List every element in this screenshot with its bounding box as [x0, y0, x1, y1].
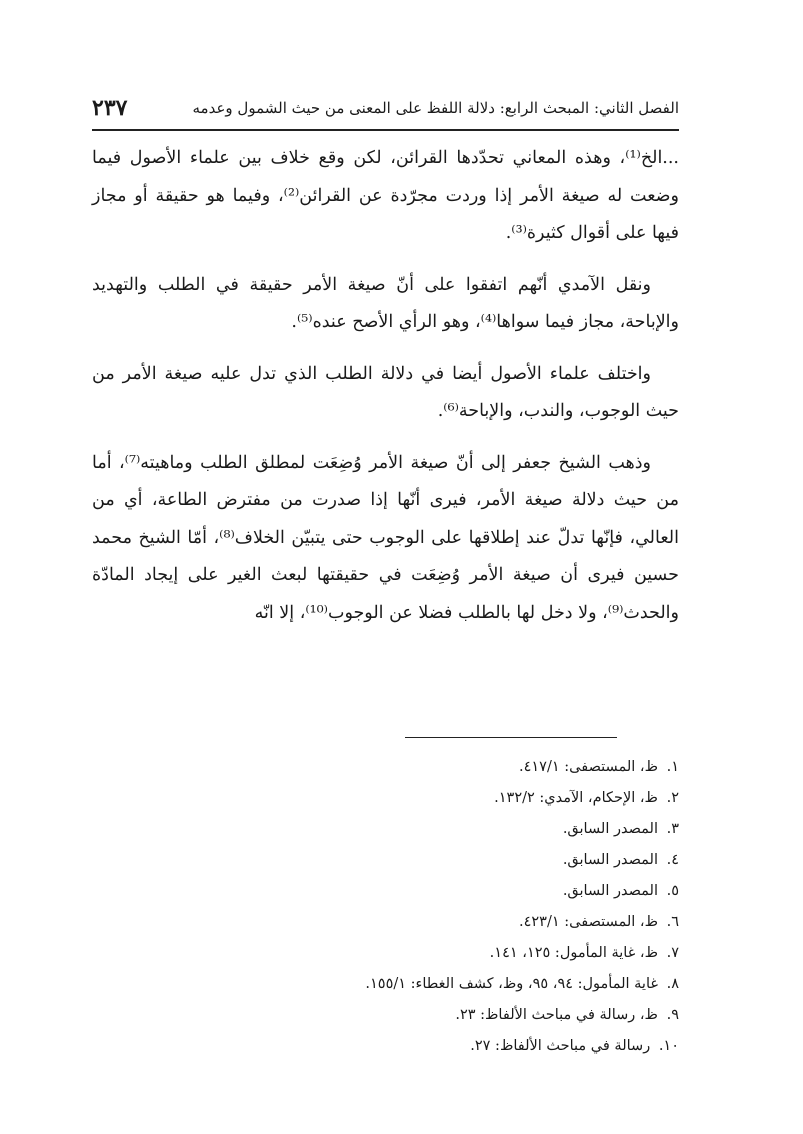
footnote: [230, 938, 679, 969]
footnote-text: المصدر السابق.: [562, 883, 658, 899]
footnote-text: المصدر السابق.: [562, 852, 658, 868]
footnote-separator: [405, 737, 617, 738]
footnote-number: ٥.: [666, 883, 679, 899]
footnote: [230, 783, 679, 814]
paragraph: واختلف علماء الأصول أيضا في دلالة الطلب الذي تدل عليه صيغة الأمر من حيث الوجوب، والندب، والإباحة⁽⁶⁾.: [92, 363, 679, 421]
footnotes: [230, 752, 679, 1062]
footnote-number: ٢.: [666, 790, 679, 806]
paragraph: ...الخ⁽¹⁾، وهذه المعاني تحدّدها القرائن، لكن وقع خلاف بين علماء الأصول فيما وضعت له صيغة الأمر إذا وردت مجرّدة عن القرائن⁽²⁾، وفيما هو حقيقة أو مجاز فيها على أقوال كثيرة⁽³⁾.: [92, 148, 679, 243]
footnote-number: ٦.: [666, 914, 679, 930]
footnote-text: غاية المأمول: ٩٤، ٩٥، وظ، كشف الغطاء: ١٥٥/١.: [365, 976, 658, 992]
footnote: [230, 845, 679, 876]
footnote: [230, 907, 679, 938]
footnote-number: ٩.: [666, 1007, 679, 1023]
footnote-number: ٧.: [666, 945, 679, 961]
footnote-text: ظ، رسالة في مباحث الألفاظ: ٢٣.: [455, 1007, 658, 1023]
footnote: [230, 876, 679, 907]
footnote: [230, 814, 679, 845]
paragraph: ونقل الآمدي أنّهم اتفقوا على أنّ صيغة الأمر حقيقة في الطلب والتهديد والإباحة، مجاز فيما سواها⁽⁴⁾، وهو الرأي الأصح عنده⁽⁵⁾.: [92, 274, 679, 332]
footnote: [230, 752, 679, 783]
footnote-text: ظ، غاية المأمول: ١٢٥، ١٤١.: [489, 945, 658, 961]
header-rule: [92, 129, 679, 131]
footnote-number: ٤.: [666, 852, 679, 868]
footnote: [230, 1000, 679, 1031]
running-title: الفصل الثاني: المبحث الرابع: دلالة اللفظ على المعنى من حيث الشمول وعدمه: [192, 99, 679, 117]
body-text: [92, 140, 679, 646]
paragraph: وذهب الشيخ جعفر إلى أنّ صيغة الأمر وُضِعَت لمطلق الطلب وماهيته⁽⁷⁾، أما من حيث دلالة صيغة الأمر، فيرى أنّها إذا صدرت من مفترض الطاعة، أي من العالي، فإنّها تدلّ عند إطلاقها على الوجوب حتى يتبيّن الخلاف⁽⁸⁾، أمّا الشيخ محمد حسين فيرى أن صيغة الأمر وُضِعَت في حقيقتها لبعث الغير على إيجاد المادّة والحدث⁽⁹⁾، ولا دخل لها بالطلب فضلا عن الوجوب⁽¹⁰⁾، إلا انّه: [92, 452, 679, 623]
footnote-text: ظ، المستصفى: ٤٢٣/١.: [519, 914, 658, 930]
page-header: [92, 90, 679, 126]
footnote: [230, 969, 679, 1000]
footnote: [230, 1031, 679, 1062]
footnote-text: رسالة في مباحث الألفاظ: ٢٧.: [470, 1038, 651, 1054]
footnote-number: ١٠.: [658, 1038, 679, 1054]
page-number: ٢٣٧: [92, 95, 128, 121]
footnote-text: ظ، الإحكام، الآمدي: ١٣٢/٢.: [494, 790, 658, 806]
footnote-number: ٨.: [666, 976, 679, 992]
footnote-number: ١.: [666, 759, 679, 775]
footnote-text: المصدر السابق.: [562, 821, 658, 837]
footnote-number: ٣.: [666, 821, 679, 837]
footnote-text: ظ، المستصفى: ٤١٧/١.: [519, 759, 658, 775]
